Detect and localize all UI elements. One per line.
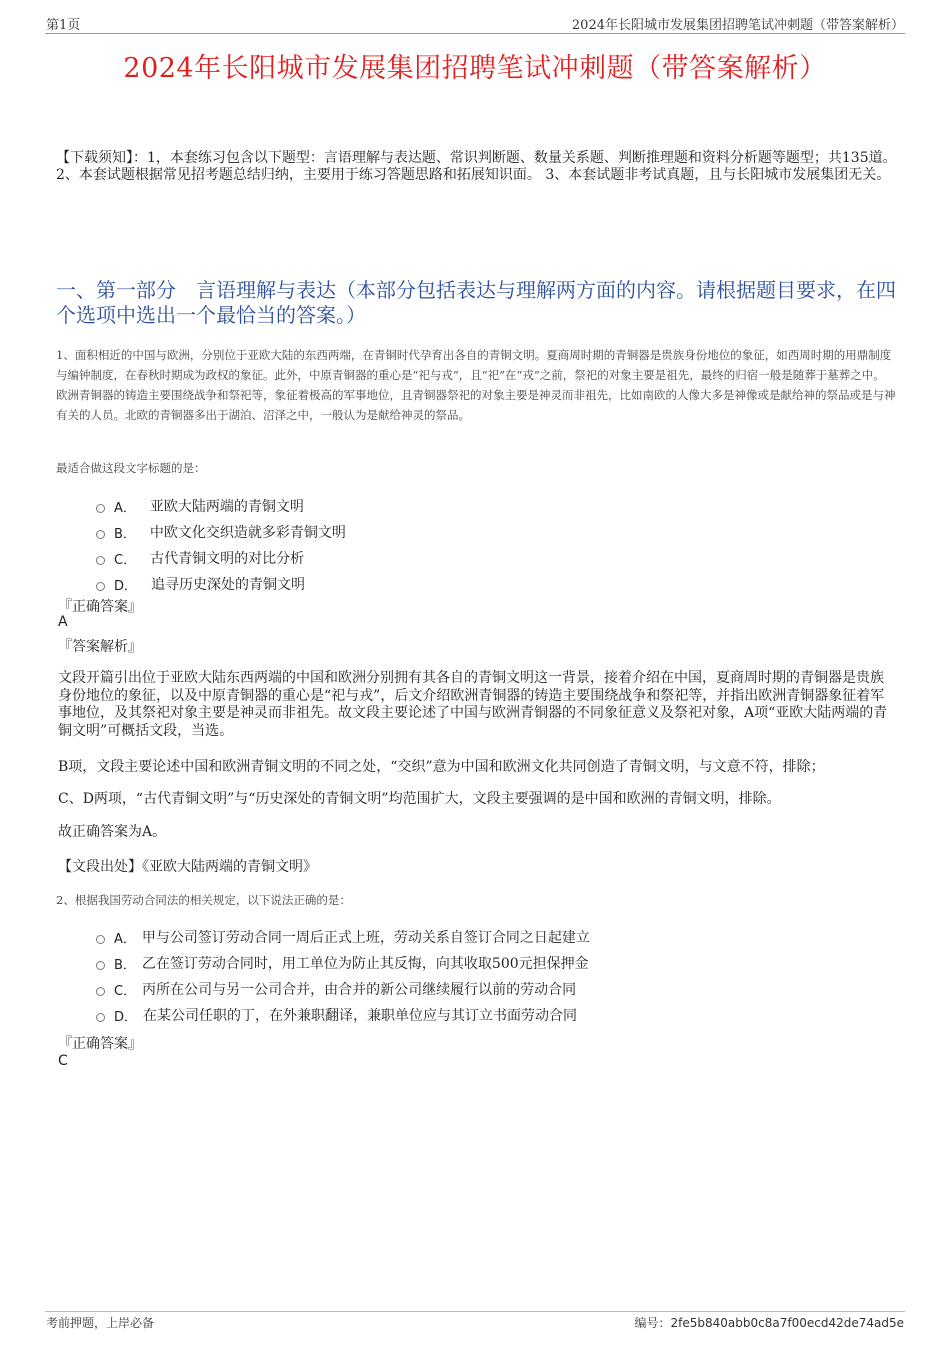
question-1-prompt: 最适合做这段文字标题的是： bbox=[56, 461, 206, 475]
option-text: 追寻历史深处的青铜文明 bbox=[151, 577, 306, 593]
question-1-option-a[interactable] bbox=[96, 496, 304, 516]
option-text: 中欧文化交织造就多彩青铜文明 bbox=[149, 525, 346, 541]
question-1-source: 【文段出处】《亚欧大陆两端的青铜文明》 bbox=[58, 859, 317, 875]
question-2-answer-label: 『正确答案』 bbox=[58, 1036, 142, 1052]
section-heading: 一、第一部分 言语理解与表达（本部分包括表达与理解两方面的内容。请根据题目要求，在四个选项中选出一个最恰当的答案。） bbox=[56, 278, 896, 327]
download-notice: 【下载须知】：1，本套练习包含以下题型：言语理解与表达题、常识判断题、数量关系题、判断推理题和资料分析题等题型；共135道。 2、本套试题根据常见招考题总结归纳，主要用于练习答题思路和拓展知识面。 3、本套试题非考试真题，且与长阳城市发展集团无关。 bbox=[56, 150, 897, 183]
question-1-text: 1、面积相近的中国与欧洲，分别位于亚欧大陆的东西两端，在青铜时代孕育出各自的青铜文明。夏商周时期的青铜器是贵族身份地位的象征，如西周时期的用鼎制度与编钟制度，在春秋时期成为政权的象征。此外，中原青铜器的重心是“祀与戎”，且“祀”在“戎”之前，祭祀的对象主要是祖先，最终的归宿一般是随葬于墓葬之中。欧洲青铜器的铸造主要围绕战争和祭祀等，象征着极高的军事地位，且青铜器祭祀的对象主要是神灵而非祖先，比如南欧的人像大多是神像或是献给神的祭品或是与神有关的人员。北欧的青铜器多出于湖泊、沼泽之中，一般认为是献给神灵的祭品。 bbox=[56, 348, 896, 422]
document-title: 2024年长阳城市发展集团招聘笔试冲刺题（带答案解析） bbox=[123, 53, 827, 84]
radio-icon[interactable] bbox=[96, 987, 105, 996]
option-letter: D． bbox=[114, 578, 138, 594]
question-1-option-c[interactable] bbox=[96, 548, 304, 568]
option-letter: C． bbox=[114, 983, 137, 999]
option-text: 古代青铜文明的对比分析 bbox=[150, 551, 305, 567]
question-2-option-b[interactable] bbox=[96, 953, 589, 973]
option-letter: B． bbox=[114, 526, 136, 542]
radio-icon[interactable] bbox=[96, 1013, 105, 1022]
radio-icon[interactable] bbox=[96, 530, 105, 539]
footer-slogan: 考前押题，上岸必备 bbox=[46, 1316, 155, 1330]
question-1-analysis-paragraph-2: B项，文段主要论述中国和欧洲青铜文明的不同之处，“交织”意为中国和欧洲文化共同创造了青铜文明，与文意不符，排除； bbox=[58, 759, 825, 775]
question-1-answer-label: 『正确答案』 bbox=[58, 599, 142, 615]
question-1-option-d[interactable] bbox=[96, 574, 305, 594]
footer-code-label: 编号： bbox=[634, 1316, 671, 1330]
option-letter: A． bbox=[114, 931, 136, 947]
option-text: 亚欧大陆两端的青铜文明 bbox=[149, 499, 304, 515]
question-2-text: 2、根据我国劳动合同法的相关规定，以下说法正确的是： bbox=[56, 893, 351, 907]
option-letter: D． bbox=[114, 1009, 138, 1025]
radio-icon[interactable] bbox=[96, 582, 105, 591]
question-2-answer: C bbox=[58, 1053, 68, 1069]
question-1-analysis-paragraph-3: C、D两项，“古代青铜文明”与“历史深处的青铜文明”均范围扩大，文段主要强调的是中国和欧洲的青铜文明，排除。 bbox=[58, 791, 781, 807]
header-divider bbox=[45, 33, 905, 34]
option-letter: A． bbox=[114, 500, 136, 516]
option-text: 丙所在公司与另一公司合并，由合并的新公司继续履行以前的劳动合同 bbox=[142, 982, 577, 998]
question-2-option-a[interactable] bbox=[96, 927, 590, 947]
footer-divider bbox=[45, 1311, 905, 1312]
question-1-answer: A bbox=[58, 614, 68, 630]
question-1-analysis-paragraph-4: 故正确答案为A。 bbox=[58, 824, 167, 840]
question-1-analysis-paragraph-1: 文段开篇引出位于亚欧大陆东西两端的中国和欧洲分别拥有其各自的青铜文明这一背景，接着介绍在中国，夏商周时期的青铜器是贵族身份地位的象征，以及中原青铜器的重心是“祀与戎”，后文介绍欧洲青铜器的铸造主要围绕战争和祭祀等，并指出欧洲青铜器象征着军事地位，及其祭祀对象主要是神灵而非祖先。故文段主要论述了中国与欧洲青铜器的不同象征意义及祭祀对象，A项“亚欧大陆两端的青铜文明”可概括文段，当选。 bbox=[58, 670, 888, 739]
question-2-option-c[interactable] bbox=[96, 979, 576, 999]
option-text: 甲与公司签订劳动合同一周后正式上班，劳动关系自签订合同之日起建立 bbox=[141, 930, 590, 946]
option-letter: C． bbox=[114, 552, 137, 568]
radio-icon[interactable] bbox=[96, 935, 105, 944]
footer-code bbox=[635, 1314, 904, 1331]
option-text: 乙在签订劳动合同时，用工单位为防止其反悔，向其收取500元担保押金 bbox=[141, 956, 589, 972]
header-doc-title: 2024年长阳城市发展集团招聘笔试冲刺题（带答案解析） bbox=[571, 18, 904, 33]
option-text: 在某公司任职的丁，在外兼职翻译，兼职单位应与其订立书面劳动合同 bbox=[143, 1008, 578, 1024]
radio-icon[interactable] bbox=[96, 504, 105, 513]
question-1-option-b[interactable] bbox=[96, 522, 346, 542]
page-number: 第1页 bbox=[46, 18, 81, 33]
radio-icon[interactable] bbox=[96, 961, 105, 970]
footer-code-value: 2fe5b840abb0c8a7f00ecd42de74ad5e bbox=[670, 1316, 904, 1330]
radio-icon[interactable] bbox=[96, 556, 105, 565]
question-2-option-d[interactable] bbox=[96, 1005, 577, 1025]
option-letter: B． bbox=[114, 957, 136, 973]
question-1-analysis-label: 『答案解析』 bbox=[58, 639, 142, 655]
